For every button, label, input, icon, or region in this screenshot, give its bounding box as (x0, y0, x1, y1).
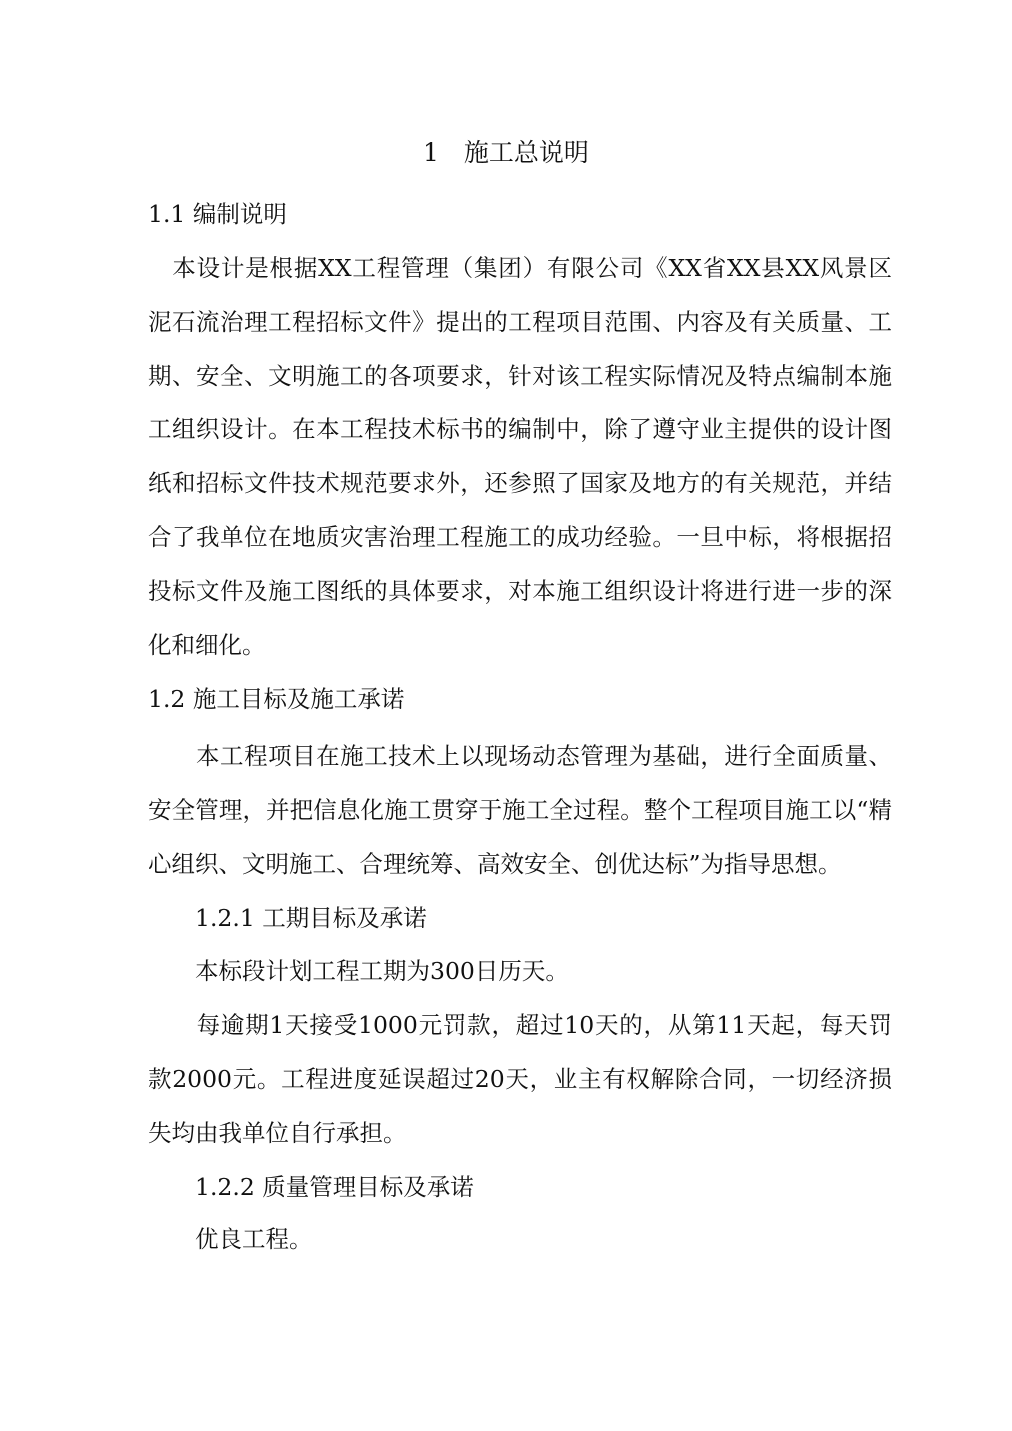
paragraph-line: 款2000元。工程进度延误超过20天，业主有权解除合同，一切经济损 (148, 1065, 892, 1093)
section-1-2-heading: 1.2 施工目标及施工承诺 (148, 685, 405, 713)
paragraph-line: 纸和招标文件技术规范要求外，还参照了国家及地方的有关规范，并结 (148, 469, 892, 497)
paragraph-line: 本标段计划工程工期为300日历天。 (148, 957, 569, 985)
paragraph-line: 泥石流治理工程招标文件》提出的工程项目范围、内容及有关质量、工 (148, 308, 892, 336)
paragraph-line: 失均由我单位自行承担。 (148, 1119, 407, 1147)
paragraph-line: 每逾期1天接受1000元罚款，超过10天的，从第11天起，每天罚 (148, 1011, 892, 1039)
section-1-2-1-heading: 1.2.1 工期目标及承诺 (148, 904, 427, 932)
paragraph-line: 合了我单位在地质灾害治理工程施工的成功经验。一旦中标，将根据招 (148, 523, 892, 551)
section-1-2-2-heading: 1.2.2 质量管理目标及承诺 (148, 1173, 474, 1201)
document-title: 1 施工总说明 (423, 138, 589, 167)
paragraph-line: 本设计是根据XX工程管理（集团）有限公司《XX省XX县XX风景区 (148, 254, 892, 282)
paragraph-line: 心组织、文明施工、合理统筹、高效安全、创优达标”为指导思想。 (148, 850, 842, 878)
section-1-1-heading: 1.1 编制说明 (148, 200, 287, 228)
paragraph-line: 工组织设计。在本工程技术标书的编制中，除了遵守业主提供的设计图 (148, 415, 892, 443)
paragraph-line: 安全管理，并把信息化施工贯穿于施工全过程。整个工程项目施工以“精 (148, 796, 892, 824)
paragraph-line: 期、安全、文明施工的各项要求，针对该工程实际情况及特点编制本施 (148, 362, 892, 390)
paragraph-line: 本工程项目在施工技术上以现场动态管理为基础，进行全面质量、 (148, 742, 892, 770)
paragraph-line: 投标文件及施工图纸的具体要求，对本施工组织设计将进行进一步的深 (148, 577, 892, 605)
paragraph-line: 化和细化。 (148, 631, 266, 659)
paragraph-line: 优良工程。 (148, 1225, 313, 1253)
